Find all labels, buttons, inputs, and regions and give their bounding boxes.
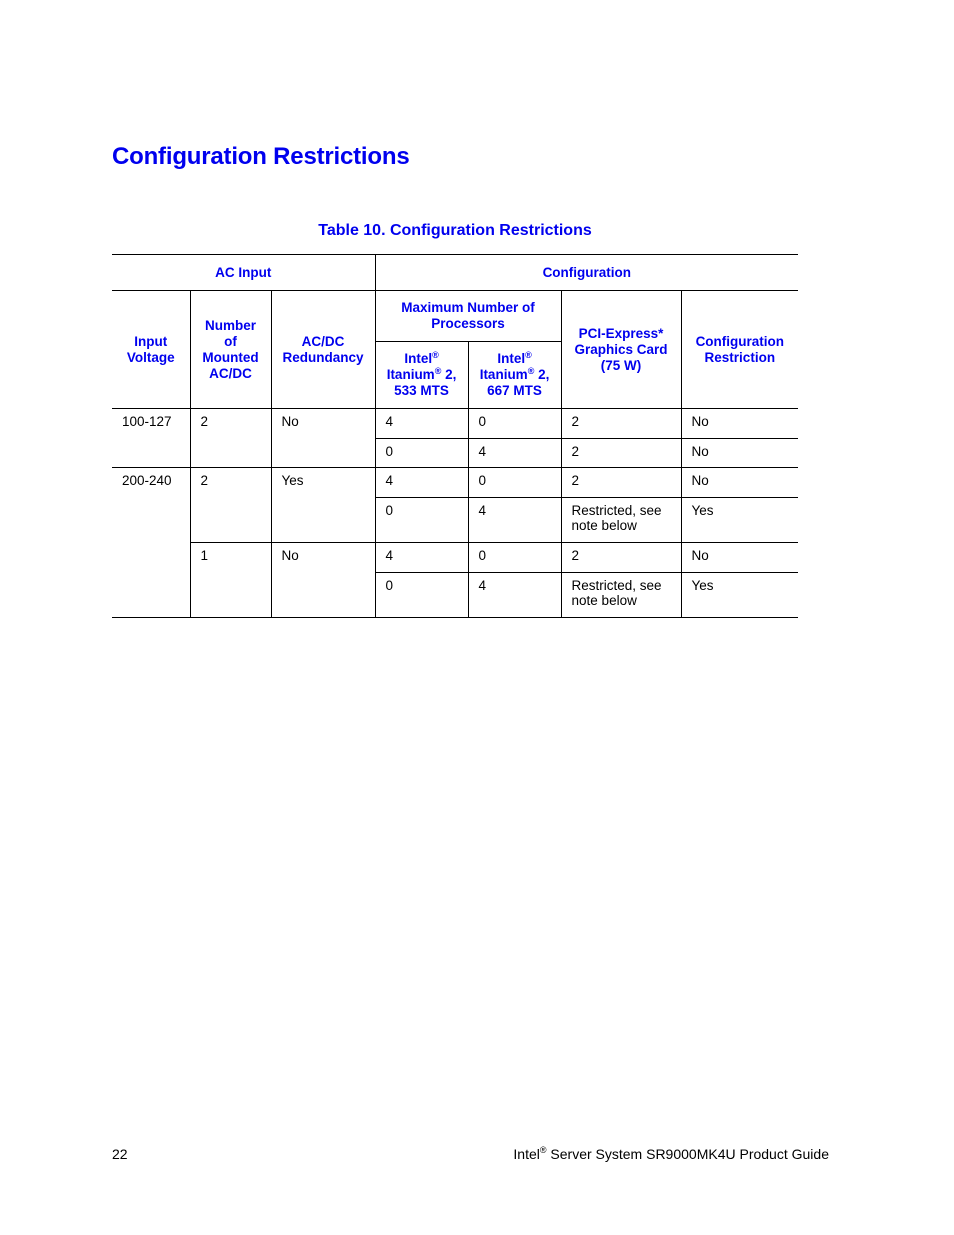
header-row-1 — [112, 255, 798, 291]
cell-pci: 2 — [561, 439, 681, 468]
header-ac-input: AC Input — [112, 255, 375, 291]
header-configuration: Configuration — [375, 255, 798, 291]
cell-restriction: No — [681, 409, 798, 439]
cell-533: 0 — [375, 439, 468, 468]
header-pci-express: PCI-Express* Graphics Card (75 W) — [561, 291, 681, 409]
footer-title: Intel® Server System SR9000MK4U Product Guide — [513, 1145, 829, 1162]
cell-667: 0 — [468, 409, 561, 439]
cell-restriction: Yes — [681, 573, 798, 618]
cell-restriction: No — [681, 439, 798, 468]
cell-667: 0 — [468, 543, 561, 573]
page-number: 22 — [112, 1146, 128, 1162]
header-itanium-667: Intel® Itanium® 2, 667 MTS — [468, 342, 561, 409]
cell-redundancy: No — [271, 409, 375, 468]
cell-pci: Restricted, see note below — [561, 498, 681, 543]
table-row — [112, 543, 798, 573]
configuration-restrictions-table — [112, 254, 798, 618]
cell-restriction: No — [681, 543, 798, 573]
cell-533: 4 — [375, 409, 468, 439]
cell-667: 4 — [468, 498, 561, 543]
cell-number-mounted: 2 — [190, 409, 271, 468]
table-row — [112, 409, 798, 439]
cell-input-voltage: 200-240 — [112, 468, 190, 618]
cell-pci: 2 — [561, 543, 681, 573]
cell-pci: Restricted, see note below — [561, 573, 681, 618]
cell-number-mounted: 1 — [190, 543, 271, 618]
cell-pci: 2 — [561, 409, 681, 439]
table-caption: Table 10. Configuration Restrictions — [318, 222, 592, 239]
cell-pci: 2 — [561, 468, 681, 498]
header-itanium-533: Intel® Itanium® 2, 533 MTS — [375, 342, 468, 409]
header-input-voltage: Input Voltage — [112, 291, 190, 409]
cell-533: 4 — [375, 468, 468, 498]
page-heading: Configuration Restrictions — [112, 143, 410, 170]
header-number-mounted: Number of Mounted AC/DC — [190, 291, 271, 409]
cell-redundancy: Yes — [271, 468, 375, 543]
cell-667: 4 — [468, 573, 561, 618]
header-config-restriction: Configuration Restriction — [681, 291, 798, 409]
header-row-2 — [112, 291, 798, 342]
cell-number-mounted: 2 — [190, 468, 271, 543]
cell-input-voltage: 100-127 — [112, 409, 190, 468]
cell-restriction: No — [681, 468, 798, 498]
cell-533: 4 — [375, 543, 468, 573]
cell-667: 4 — [468, 439, 561, 468]
cell-667: 0 — [468, 468, 561, 498]
cell-533: 0 — [375, 498, 468, 543]
cell-533: 0 — [375, 573, 468, 618]
cell-restriction: Yes — [681, 498, 798, 543]
cell-redundancy: No — [271, 543, 375, 618]
header-acdc-redundancy: AC/DC Redundancy — [271, 291, 375, 409]
table-row — [112, 468, 798, 498]
header-max-processors: Maximum Number of Processors — [375, 291, 561, 342]
